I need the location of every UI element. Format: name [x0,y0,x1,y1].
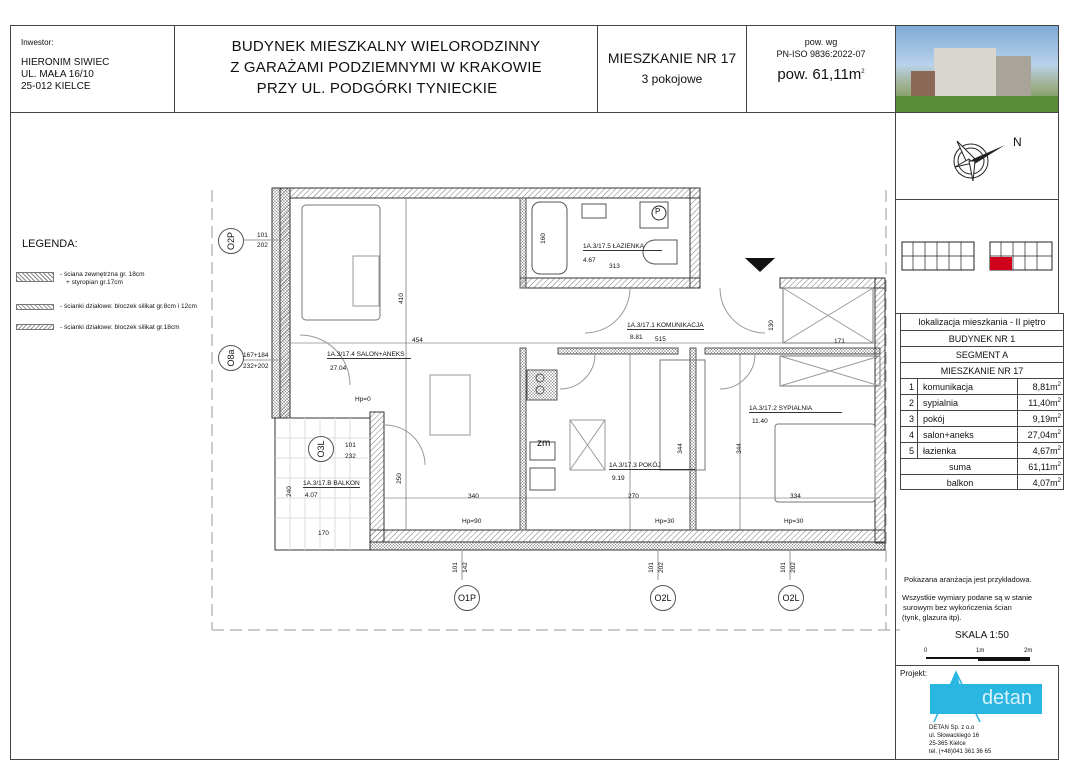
designer-box [895,665,1059,760]
investor-label: Inwestor: [21,38,54,47]
room-area: 11.40 [752,418,768,425]
dim-313: 313 [609,263,620,270]
investor-name: HIERONIM SIWIEC [21,57,110,68]
legend-partition-thick-label: - ścianki działowe: bloczek silikat gr.18cm [60,324,180,331]
render-photo [895,25,1059,113]
room-name: salon+aneks [923,430,974,440]
room-code: 1A.3/17.2 [749,405,777,412]
segment: SEGMENT A [901,346,1063,362]
investor-city: 25-012 KIELCE [21,81,91,92]
unit-sup: 2 [1057,398,1061,404]
window-height: 202 [657,562,665,573]
window-tag-o3l: O3L [308,436,334,462]
room-label-salon [327,351,411,359]
sill-height-label: Hp=90 [462,518,482,525]
room-name: komunikacja [923,382,974,392]
grass [896,96,1059,113]
room-name: SALON+ANEKS [356,351,405,358]
sum-area: 61,11m [1028,462,1058,472]
room-area: 8,81m [1032,382,1058,392]
dim-340: 340 [468,493,479,500]
room-row [901,442,1063,458]
dim-170: 170 [318,530,329,537]
keyplan-box [895,199,1059,314]
room-label-komunikacja [627,322,704,330]
investor-street: UL. MAŁA 16/10 [21,69,94,80]
building-render [934,48,996,98]
unit-sup: 2 [1057,446,1061,452]
total-area: pow. 61,11m [777,66,862,83]
sill-height-label: Hp=0 [355,396,371,403]
room-number: 2 [901,395,918,410]
window-height: 202 [789,562,797,573]
area-standard-line2: PN-ISO 9836:2022-07 [776,49,866,59]
room-name: SYPIALNIA [778,405,813,412]
project-title-line3: PRZY UL. PODGÓRKI TYNIECKIE [256,80,498,97]
project-title-line1: BUDYNEK MIESZKALNY WIELORODZINNY [231,38,541,55]
legend-title: LEGENDA: [22,238,78,250]
room-area: 4,67m [1032,446,1058,456]
scale-bar [926,648,1034,662]
company-city: 25-365 Kielce [929,741,966,747]
room-area: 8.81 [630,334,643,341]
window-width: 167+184 [243,352,269,359]
logo-compass-icon [930,670,990,726]
company-phone: tel. (+48)041 361 36 65 [929,749,992,755]
sum-row [901,458,1063,474]
balcony-area: 4,07m [1032,478,1058,488]
compass-box [895,112,1059,200]
floor-location: lokalizacja mieszkania - II piętro [918,317,1046,327]
room-area: 27,04m [1027,430,1058,440]
rooms-table [900,313,1064,490]
room-number: 1 [901,379,918,394]
north-label: N [1013,135,1022,149]
fridge-label: zm [537,438,551,449]
legend-partition-thin-label: - ścianki działowe: bloczek silikat gr.8cm i 12cm [60,303,197,310]
dim-334: 334 [790,493,801,500]
legend-swatch-partition-thick [16,324,54,330]
room-name: pokój [923,414,945,424]
room-name: ŁAZIENKA [612,243,645,250]
note-dimensions-1: Wszystkie wymiary podane są w stanie [902,593,1033,602]
room-number: 3 [901,411,918,426]
scale-tick-0: 0 [924,648,928,654]
apartment-box [597,25,747,113]
dim-344-b: 344 [735,443,743,454]
window-tag-o2l-2: O2L [778,585,804,611]
scale-label: SKALA 1:50 [955,630,1009,641]
room-code: 1A.3/17.3 [609,462,637,469]
dim-250: 250 [395,473,403,484]
designer-label: Projekt: [900,669,928,678]
dim-160: 160 [539,233,547,244]
window-tag-o8a: O8a [218,345,244,371]
window-width: 101 [451,562,459,573]
room-area: 4.67 [583,257,596,264]
project-title-line2: Z GARAŻAMI PODZIEMNYMI W KRAKOWIE [230,59,542,76]
note-dimensions-3: (tynk, glazura itp). [902,613,962,622]
window-width: 101 [647,562,655,573]
room-label-pokoj [609,462,695,470]
note-dimensions-2: surowym bez wykończenia ścian [903,603,1012,612]
window-tag-o2p: O2P [218,228,244,254]
dim-171: 171 [834,338,845,345]
room-name: POKÓJ [638,462,661,469]
window-height: 142 [461,562,469,573]
room-name: sypialnia [923,398,959,408]
sill-height-label: Hp=30 [784,518,804,525]
window-tag-o1p: O1P [454,585,480,611]
balcony-row [901,474,1063,490]
apartment-title: MIESZKANIE NR 17 [607,50,737,66]
dim-515: 515 [655,336,666,343]
room-name: KOMUNIKACJA [656,322,704,329]
room-area: 9.19 [612,475,625,482]
dim-130: 130 [767,320,775,331]
room-row [901,378,1063,394]
washer-label: P [655,207,661,216]
room-row [901,394,1063,410]
project-title-box [174,25,598,113]
room-label-balkon [303,480,360,488]
keyplan-icon [901,240,1056,272]
room-row [901,426,1063,442]
window-height: 232+202 [243,363,269,370]
unit-sup: 2 [1057,382,1061,388]
window-height: 202 [257,242,268,249]
room-area: 4.07 [305,492,318,499]
legend-swatch-partition-thin [16,304,54,310]
area-box [746,25,896,113]
dim-270: 270 [628,493,639,500]
notes [900,575,1064,641]
window-width: 101 [257,232,268,239]
window-width: 101 [345,442,356,449]
room-code: 1A.3/17.B [303,480,332,487]
sill-height-label: Hp=30 [655,518,675,525]
sum-label: suma [948,462,971,472]
window-width: 101 [779,562,787,573]
legend [18,238,218,331]
area-standard-line1: pow. wg [804,37,838,47]
balcony-label: balkon [946,478,974,488]
dim-454: 454 [412,337,423,344]
room-label-sypialnia [749,405,842,413]
room-area: 11,40m [1028,398,1058,408]
window-height: 232 [345,453,356,460]
building-render-back [911,71,935,96]
legend-exterior-sub: + styropian gr.17cm [66,279,123,286]
area-unit-sup: 2 [861,69,865,75]
room-area: 27.04 [330,365,347,372]
building-number: BUDYNEK NR 1 [901,330,1063,346]
room-code: 1A.3/17.4 [327,351,355,358]
company-name: DETAN Sp. z o.o [929,725,975,731]
room-area: 9,19m [1032,414,1058,424]
legend-swatch-exterior [16,272,54,282]
room-code: 1A.3/17.5 [583,243,611,250]
room-name: BALKON [333,480,360,487]
dim-344-a: 344 [676,443,684,454]
building-render-side [996,56,1031,96]
window-tag-o2l: O2L [650,585,676,611]
unit-sup: 2 [1057,430,1061,436]
room-number: 5 [901,443,918,458]
unit-sup: 2 [1057,478,1061,484]
company-street: ul. Słowackiego 16 [929,733,980,739]
scale-tick-1: 1m [976,648,985,654]
room-number: 4 [901,427,918,442]
room-code: 1A.3/17.1 [627,322,655,329]
note-arrangement: Pokazana aranżacja jest przykładowa. [904,575,1032,584]
legend-exterior-label: - ściana zewnętrzna gr. 18cm [60,271,145,278]
unit-sup: 2 [1057,462,1061,468]
compass-icon [951,133,1011,183]
unit-sup: 2 [1057,414,1061,420]
apartment-number: MIESZKANIE NR 17 [901,362,1063,378]
room-row [901,410,1063,426]
room-label-lazienka [583,243,662,251]
dim-240: 240 [285,486,293,497]
floor-plan [200,180,900,640]
apartment-rooms: 3 pokojowe [641,72,703,86]
room-name: łazienka [923,446,957,456]
dim-410: 410 [397,293,405,304]
scale-tick-2: 2m [1024,648,1033,654]
logo-text: detan [981,687,1032,709]
investor-box [10,25,175,113]
